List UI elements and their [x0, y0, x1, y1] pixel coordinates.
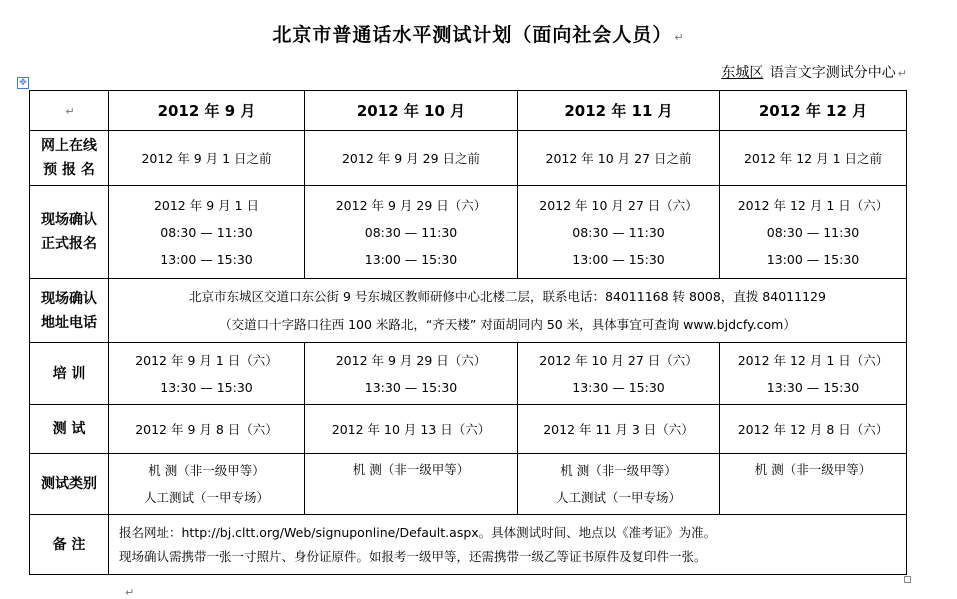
notes-line: 现场确认需携带一张一寸照片、身份证原件。如报考一级甲等，还需携带一级乙等证书原件及复印件一张。 — [119, 548, 707, 564]
schedule-table — [29, 90, 907, 575]
notes-row — [30, 515, 907, 575]
table-cell: 2012 年 9 月 29 日（六） 08:30 — 11:30 13:00 — 15:30 — [305, 186, 518, 279]
table-cell: 2012 年 10 月 13 日（六） — [305, 405, 518, 454]
table-cell: 2012 年 9 月 1 日 08:30 — 11:30 13:00 — 15:30 — [109, 186, 305, 279]
move-anchor-icon[interactable]: ✥ — [17, 77, 29, 89]
table-cell: 2012 年 9 月 1 日之前 — [109, 131, 305, 186]
table-cell: 机 测（非一级甲等） — [720, 454, 907, 515]
row-label: 网上在线 预 报 名 — [30, 131, 109, 186]
table-cell: 2012 年 12 月 1 日（六） 13:30 — 15:30 — [720, 343, 907, 405]
table-cell: 2012 年 9 月 8 日（六） — [109, 405, 305, 454]
table-cell: 2012 年 9 月 29 日之前 — [305, 131, 518, 186]
row-label: 备 注 — [30, 515, 109, 575]
table-cell: 2012 年 12 月 1 日（六） 08:30 — 11:30 13:00 — 15:30 — [720, 186, 907, 279]
address-row — [30, 279, 907, 343]
paragraph-mark-icon: ↵ — [674, 31, 685, 44]
onsite-registration-row — [30, 186, 907, 279]
training-row — [30, 343, 907, 405]
paragraph-mark-icon: ↵ — [897, 67, 907, 80]
table-cell: 机 测（非一级甲等） — [305, 454, 518, 515]
table-resize-handle[interactable] — [904, 576, 911, 583]
row-label: 培 训 — [30, 343, 109, 405]
table-cell: 2012 年 10 月 27 日（六） 08:30 — 11:30 13:00 — 15:30 — [518, 186, 720, 279]
table-cell: 2012 年 10 月 27 日（六） 13:30 — 15:30 — [518, 343, 720, 405]
table-cell: 机 测（非一级甲等） 人工测试（一甲专场） — [518, 454, 720, 515]
row-label: 现场确认 地址电话 — [30, 279, 109, 343]
table-cell: 2012 年 11 月 3 日（六） — [518, 405, 720, 454]
document-subtitle — [719, 62, 907, 82]
row-label: 测 试 — [30, 405, 109, 454]
month-header: 2012 年 10 月 — [305, 91, 518, 131]
paragraph-mark-icon: ↵ — [125, 586, 135, 599]
row-label: 测试类别 — [30, 454, 109, 515]
corner-cell: ↵ — [30, 91, 109, 131]
online-registration-row — [30, 131, 907, 186]
address-cell — [109, 279, 907, 343]
address-line: 北京市东城区交道口东公街 9 号东城区教师研修中心北楼二层，联系电话：84011168 转 8008，直拨 84011129 — [189, 288, 826, 304]
row-label: 现场确认 正式报名 — [30, 186, 109, 279]
notes-line: 报名网址：http://bj.cltt.org/Web/signuponline/Default.aspx。具体测试时间、地点以《准考证》为准。 — [119, 524, 717, 540]
table-cell: 2012 年 12 月 8 日（六） — [720, 405, 907, 454]
header-row — [30, 91, 907, 131]
test-type-row — [30, 454, 907, 515]
month-header: 2012 年 9 月 — [109, 91, 305, 131]
table-cell: 2012 年 9 月 1 日（六） 13:30 — 15:30 — [109, 343, 305, 405]
center-name: 语言文字测试分中心 — [769, 65, 896, 81]
address-note: （交道口十字路口往西 100 米路北，“齐天楼” 对面胡同内 50 米，具体事宜可查询 www.bjdcfy.com） — [219, 316, 796, 332]
page-title: 北京市普通话水平测试计划（面向社会人员） ↵ — [272, 24, 685, 46]
table-cell: 2012 年 10 月 27 日之前 — [518, 131, 720, 186]
table-cell: 机 测（非一级甲等） 人工测试（一甲专场） — [109, 454, 305, 515]
test-row — [30, 405, 907, 454]
month-header: 2012 年 12 月 — [720, 91, 907, 131]
table-cell: 2012 年 9 月 29 日（六） 13:30 — 15:30 — [305, 343, 518, 405]
table-cell: 2012 年 12 月 1 日之前 — [720, 131, 907, 186]
month-header: 2012 年 11 月 — [518, 91, 720, 131]
notes-cell — [109, 515, 907, 575]
district-name: 东城区 — [721, 65, 764, 81]
